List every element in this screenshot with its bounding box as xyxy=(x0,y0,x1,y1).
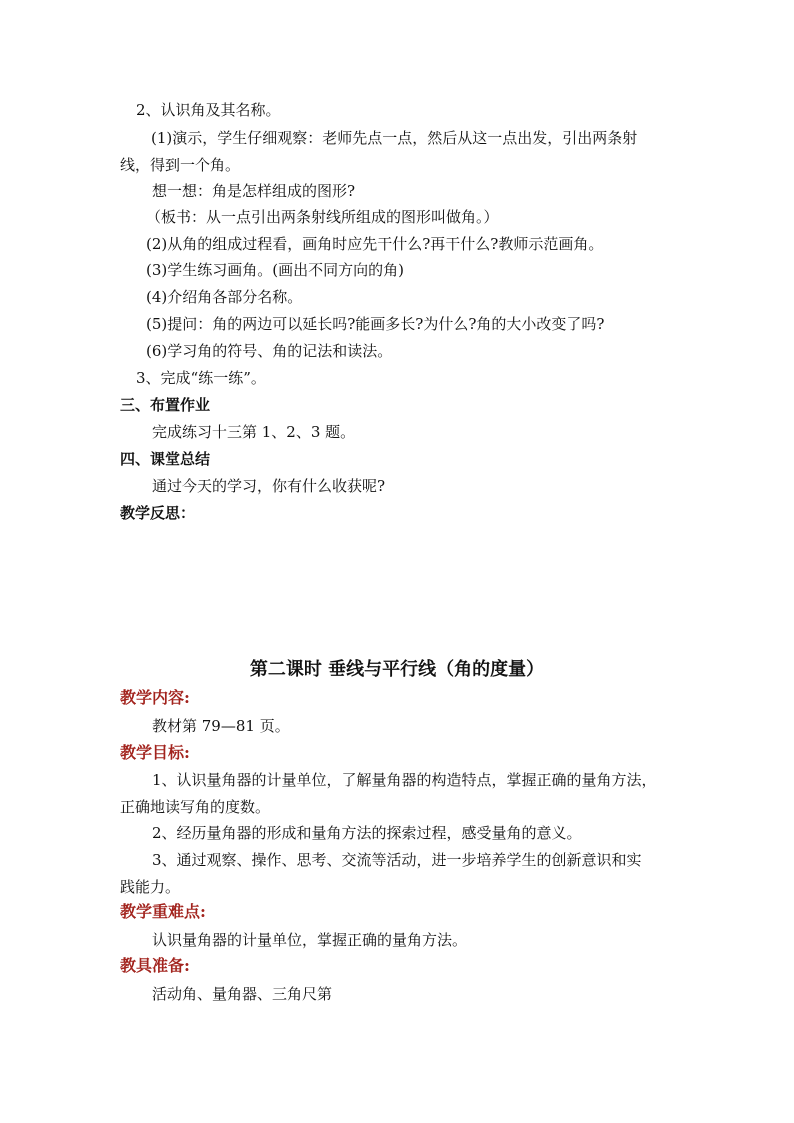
tools-heading: 教具准备: xyxy=(120,956,190,975)
summary-heading: 四、课堂总结 xyxy=(120,450,211,468)
item-3: 3、完成“练一练”。 xyxy=(136,369,266,387)
goal-1-line-2: 正确地读写角的度数。 xyxy=(120,798,271,816)
board-note: （板书：从一点引出两条射线所组成的图形叫做角。） xyxy=(146,208,499,226)
homework-text: 完成练习十三第 1、2、3 题。 xyxy=(152,423,356,441)
tools-text: 活动角、量角器、三角尺第 xyxy=(152,985,333,1003)
think-question: 想一想：角是怎样组成的图形? xyxy=(152,182,356,200)
step-5: (5)提问：角的两边可以延长吗?能画多长?为什么?角的大小改变了吗? xyxy=(146,315,605,333)
lesson-title: 第二课时 垂线与平行线（角的度量） xyxy=(249,659,545,680)
reflection-heading: 教学反思： xyxy=(120,504,196,522)
homework-heading: 三、布置作业 xyxy=(120,396,211,414)
content-text: 教材第 79—81 页。 xyxy=(152,717,290,735)
content-heading: 教学内容: xyxy=(120,688,190,707)
summary-text: 通过今天的学习，你有什么收获呢? xyxy=(152,477,386,495)
step-1-line-1: (1)演示，学生仔细观察：老师先点一点，然后从这一点出发，引出两条射 xyxy=(151,129,638,147)
step-6: (6)学习角的符号、角的记法和读法。 xyxy=(146,342,393,360)
goal-3-line-2: 践能力。 xyxy=(120,878,181,896)
step-1-line-2: 线，得到一个角。 xyxy=(120,156,241,174)
step-2: (2)从角的组成过程看，画角时应先干什么?再干什么?教师示范画角。 xyxy=(146,235,604,253)
step-4: (4)介绍角各部分名称。 xyxy=(146,288,303,306)
goal-1-line-1: 1、认识量角器的计量单位，了解量角器的构造特点，掌握正确的量角方法， xyxy=(152,771,657,789)
item-2: 2、认识角及其名称。 xyxy=(136,101,281,119)
step-3: (3)学生练习画角。(画出不同方向的角) xyxy=(146,261,404,279)
goal-3-line-1: 3、通过观察、操作、思考、交流等活动，进一步培养学生的创新意识和实 xyxy=(152,851,642,869)
keypoints-heading: 教学重难点: xyxy=(120,902,206,921)
goal-2: 2、经历量角器的形成和量角方法的探索过程，感受量角的意义。 xyxy=(152,824,582,842)
goals-heading: 教学目标: xyxy=(120,743,190,762)
keypoints-text: 认识量角器的计量单位，掌握正确的量角方法。 xyxy=(152,931,468,949)
